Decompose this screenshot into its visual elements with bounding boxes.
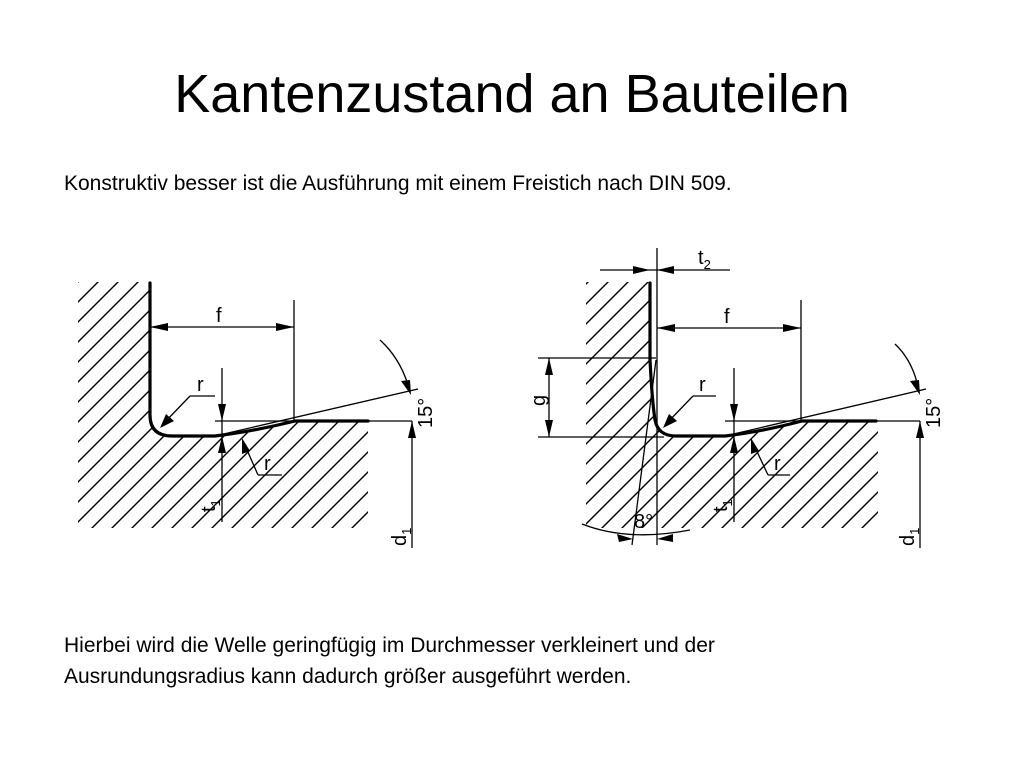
hatch-line [0,280,200,530]
label-angle-15: 15° [415,397,437,428]
label-r-lower: r [774,453,781,475]
hatch-line [110,280,360,530]
hatch-line [170,280,420,530]
hatch-line [780,280,1024,530]
hatch-line [430,280,510,530]
part-contour [150,283,368,436]
hatch-line [640,280,890,530]
arrowhead [657,266,674,274]
hatch-line [800,280,1024,530]
hatch-line [0,280,160,530]
hatch-line [50,280,300,530]
arrowhead [218,436,226,453]
arrowhead [545,358,553,375]
hatch-line [660,280,910,530]
hatch-line [250,280,500,530]
arrowhead [617,534,633,542]
hatch-line [450,280,510,530]
arrowhead [160,414,174,428]
outro-line-1: Hierbei wird die Welle geringfügig im Durchmesser verkleinert und der [64,634,715,657]
hatch-line [390,280,510,530]
hatch-line [0,280,100,530]
hatch-line [190,280,440,530]
hatch-line [270,280,510,530]
hatch-line [0,280,240,530]
undercut-figure-right [510,0,1024,625]
hatch-line [490,280,510,530]
hatch-line [540,280,790,530]
hatch-line [880,280,1024,530]
arrowhead [657,324,675,332]
outro-text [64,630,944,692]
hatch-line [290,280,510,530]
undercut-figure-left [0,0,510,625]
hatch-line [90,280,340,530]
hatch-line [130,280,380,530]
arrowhead [218,404,226,421]
label-angle-15: 15° [923,397,945,428]
hatch-line [0,280,80,530]
hatch-line [940,280,1024,530]
angle-line [215,389,418,436]
hatch-line [510,280,610,530]
label-d1: $d_1$ [389,527,414,546]
arrowhead [663,414,677,428]
label-angle-8: 8° [634,511,654,533]
hatch-line [310,280,510,530]
hatch-line [740,280,990,530]
arrowhead [657,534,673,542]
label-r-lower: r [264,453,271,475]
undercut-drawing-left [0,0,510,620]
label-t1: $t_1$ [710,499,735,512]
label-t2: $t_2$ [698,247,711,272]
hatch-line [580,280,830,530]
label-t1: $t_1$ [198,499,223,512]
arrowhead [783,324,801,332]
hatch-line [470,280,510,530]
arrowhead [545,420,553,437]
hatch-area [510,280,1024,530]
hatch-line [70,280,320,530]
arrowhead [276,323,294,331]
hatch-line [0,280,180,530]
hatch-line [960,280,1024,530]
intro-text: Konstruktiv besser ist die Ausführung mit einem Freistich nach DIN 509. [64,172,732,195]
slide-title: Kantenzustand an Bauteilen [174,64,850,124]
hatch-line [1000,280,1024,530]
label-f: f [216,305,222,327]
hatch-line [760,280,1010,530]
hatch-line [30,280,280,530]
label-r-upper: r [699,374,706,396]
arrowhead [730,404,738,421]
outro-line-2: Ausrundungsradius kann dadurch größer ausgeführt werden. [64,665,632,688]
label-d1: $d_1$ [897,527,922,546]
hatch-line [0,280,140,530]
hatch-line [1020,280,1024,530]
hatch-line [900,280,1024,530]
undercut-drawing-right [510,0,1024,620]
label-f: f [724,306,730,328]
angle-line [725,389,926,436]
arrowhead [633,266,650,274]
hatch-line [980,280,1024,530]
label-r-upper: r [197,374,204,396]
hatch-line [0,280,60,530]
hatch-line [150,280,400,530]
part-contour [650,283,876,436]
hatch-line [820,280,1024,530]
hatch-line [680,280,930,530]
label-g: g [528,394,550,406]
hatch-line [370,280,510,530]
arrowhead [150,323,168,331]
hatch-line [230,280,480,530]
hatch-line [510,280,590,530]
